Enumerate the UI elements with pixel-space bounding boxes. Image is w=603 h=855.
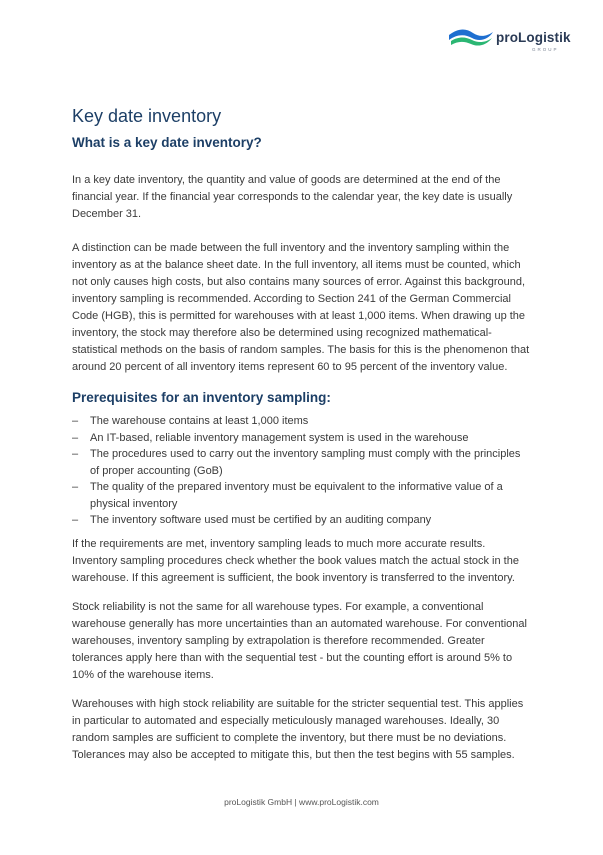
list-item (72, 512, 532, 529)
prerequisites-list (72, 413, 532, 529)
bullet-dash: – (72, 481, 79, 493)
wave-logo-icon (448, 26, 494, 48)
bullet-dash: – (72, 415, 79, 427)
page-footer: proLogistik GmbH | www.proLogistik.com (224, 797, 379, 807)
list-item (72, 446, 532, 479)
paragraph: Stock reliability is not the same for all warehouse types. For example, a conventional warehouse generally has more uncertainties than an automated warehouse. For conventional warehouses, inventory sampling by extrapolation is therefore recommended. Greater tolerances apply here than with the sequential test - but the counting effort is around 5% to 10% of the warehouse items. (72, 600, 527, 681)
list-item-text: The quality of the prepared inventory must be equivalent to the informative value of a physical inventory (90, 481, 503, 510)
list-item-text: An IT-based, reliable inventory management system is used in the warehouse (90, 431, 469, 444)
list-item-text: The inventory software used must be certified by an auditing company (90, 514, 432, 526)
bullet-dash: – (72, 431, 79, 444)
list-item (72, 430, 532, 447)
logo-sub: GROUP (532, 47, 559, 52)
list-item (72, 479, 532, 512)
section-heading-prerequisites: Prerequisites for an inventory sampling: (72, 390, 331, 405)
list-item (72, 413, 532, 430)
paragraph: If the requirements are met, inventory sampling leads to much more accurate results. Inventory sampling procedures check whether the book values match the actual stock in the warehouse. If this agreement is sufficient, the book inventory is transferred to the inventory. (72, 537, 519, 584)
paragraph: A distinction can be made between the full inventory and the inventory sampling within the inventory as at the balance sheet date. In the full inventory, all items must be counted, which not only causes high costs, but also contains many sources of error. Against this background, inventory sampling is recommended. According to Section 241 of the German Commercial Code (HGB), this is permitted for warehouses with at least 1,000 items. When drawing up the inventory, the stock may therefore also be determined using recognized mathematical-statistical methods on the basis of random samples. The basis for this is the phenomenon that around 20 percent of all inventory items represent 60 to 95 percent of the inventory value. (72, 242, 530, 373)
bullet-dash: – (72, 448, 79, 460)
section-heading-what-is: What is a key date inventory? (72, 135, 262, 150)
document-body (72, 104, 532, 764)
page-title: Key date inventory (72, 106, 222, 126)
list-item-text: The warehouse contains at least 1,000 items (90, 415, 309, 427)
company-logo (448, 26, 588, 60)
bullet-dash: – (72, 514, 79, 526)
paragraph: In a key date inventory, the quantity and value of goods are determined at the end of the financial year. If the financial year corresponds to the calendar year, the key date is usually December 31. (72, 174, 513, 220)
paragraph: Warehouses with high stock reliability are suitable for the stricter sequential test. This applies in particular to automated and especially meticulously managed warehouses. Ideally, 30 random samples are sufficient to complete the inventory, but there must be no deviations. Tolerances may also be accepted to mitigate this, but then the test begins with 55 samples. (72, 697, 524, 761)
logo-name: proLogistik (496, 30, 571, 45)
list-item-text: The procedures used to carry out the inventory sampling must comply with the principles of proper accounting (GoB) (90, 448, 521, 477)
